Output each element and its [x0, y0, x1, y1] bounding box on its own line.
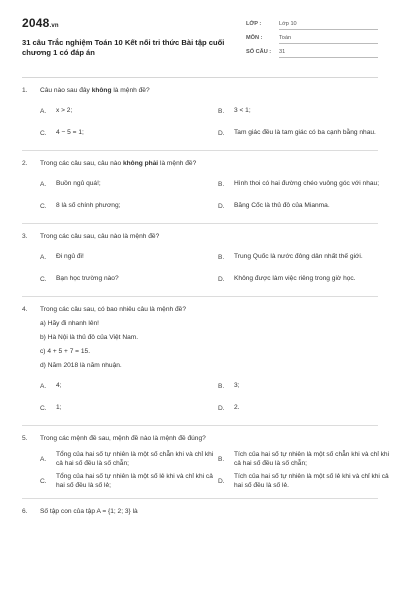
option-label: D. [218, 275, 225, 283]
option-label: B. [218, 455, 225, 463]
option-text: Tích của hai số tự nhiên là một số chẵn khi và chỉ khi cả hai số đều là số chẵn; [234, 450, 390, 467]
question-stem [22, 507, 378, 517]
option-text: 8 là số chính phương; [56, 202, 121, 210]
meta-key: LỚP : [246, 21, 262, 27]
answer-options [22, 173, 378, 217]
question-item [22, 499, 378, 527]
answer-option[interactable] [218, 100, 396, 122]
question-text [40, 507, 378, 517]
answer-options [22, 375, 378, 419]
question-text-part: là mệnh đề? [158, 160, 197, 167]
question-item [22, 78, 378, 151]
answer-option[interactable] [218, 397, 396, 419]
option-text: Không được làm việc riêng trong giờ học. [234, 275, 356, 283]
option-text: Bạn học trường nào? [56, 275, 119, 283]
question-text [40, 159, 378, 169]
statement-item: b) Hà Nội là thủ đô của Việt Nam. [40, 334, 139, 341]
brand-block [22, 14, 232, 72]
answer-option[interactable] [40, 195, 218, 217]
meta-value: Toán [279, 35, 378, 44]
question-item [22, 297, 378, 426]
question-text-part: Trong các câu sau, câu nào [40, 160, 123, 167]
option-label: D. [218, 129, 225, 137]
question-stem [22, 305, 378, 315]
option-label: D. [218, 404, 225, 412]
question-number: 4. [22, 306, 28, 313]
option-label: B. [218, 107, 225, 115]
question-text-part: Trong các câu sau, câu nào là mệnh đề? [40, 233, 160, 240]
meta-panel [246, 16, 378, 72]
question-emphasis: không phải [122, 160, 159, 167]
option-text: Trung Quốc là nước đông dân nhất thế giới. [234, 253, 363, 261]
option-text: x > 2; [56, 107, 73, 115]
question-stem [22, 434, 378, 444]
page-header [22, 14, 378, 72]
answer-option[interactable] [40, 100, 218, 122]
question-number: 6. [22, 508, 28, 515]
option-label: B. [218, 180, 225, 188]
statement-item: d) Năm 2018 là năm nhuận. [40, 362, 122, 369]
answer-option[interactable] [218, 470, 396, 492]
question-item [22, 151, 378, 224]
option-label: C. [40, 404, 47, 412]
option-label: C. [40, 202, 47, 210]
meta-key: MÔN : [246, 35, 263, 41]
option-text: 1; [56, 404, 62, 412]
option-label: D. [218, 202, 225, 210]
option-text: 3 < 1; [234, 107, 251, 115]
meta-row-class [246, 16, 378, 30]
option-text: 4 − 5 = 1; [56, 129, 84, 137]
answer-options [22, 100, 378, 144]
question-text [40, 434, 378, 444]
question-text [40, 232, 378, 242]
answer-option[interactable] [40, 397, 218, 419]
answer-option[interactable] [40, 173, 218, 195]
option-text: 4; [56, 382, 62, 390]
answer-option[interactable] [218, 195, 396, 217]
option-label: A. [40, 382, 47, 390]
question-number: 2. [22, 160, 28, 167]
meta-key: SỐ CÂU : [246, 49, 272, 55]
answer-option[interactable] [40, 375, 218, 397]
meta-value: 31 [279, 49, 378, 58]
question-number: 5. [22, 435, 28, 442]
meta-row-subject [246, 30, 378, 44]
answer-option[interactable] [40, 470, 218, 492]
question-item [22, 426, 390, 499]
option-label: D. [218, 477, 225, 485]
option-label: C. [40, 129, 47, 137]
question-stem [22, 232, 378, 242]
option-text: Tổng của hai số tự nhiên là một số chẵn khi và chỉ khi cả hai số đều là số chẵn; [56, 450, 214, 467]
option-text: 2. [234, 404, 240, 412]
option-text: Đi ngủ đi! [56, 253, 84, 261]
answer-option[interactable] [218, 173, 396, 195]
question-list [22, 78, 390, 527]
option-text: Hình thoi có hai đường chéo vuông góc với nhau; [234, 180, 380, 188]
option-text: Buồn ngủ quá!; [56, 180, 101, 188]
answer-option[interactable] [218, 375, 396, 397]
option-label: C. [40, 477, 47, 485]
answer-option[interactable] [218, 246, 396, 268]
option-label: A. [40, 180, 47, 188]
question-item [22, 224, 378, 297]
site-logo[interactable] [22, 17, 232, 32]
answer-option[interactable] [40, 268, 218, 290]
question-text-part: Trong các mệnh đề sau, mệnh đề nào là mệnh đề đúng? [40, 435, 206, 442]
option-text: Tích của hai số tự nhiên là một số lẻ khi và chỉ khi cả hai số đều là số lẻ. [234, 472, 389, 489]
answer-option[interactable] [218, 448, 396, 470]
meta-row-count [246, 44, 378, 58]
meta-value: Lớp 10 [279, 21, 378, 30]
question-text [40, 86, 378, 96]
logo-main: 2048 [22, 16, 50, 30]
answer-option[interactable] [218, 268, 396, 290]
option-text: Băng Cốc là thủ đô của Mianma. [234, 202, 330, 210]
answer-options [22, 246, 378, 290]
question-number: 1. [22, 87, 28, 94]
option-label: B. [218, 382, 225, 390]
question-stem [22, 86, 378, 96]
question-text [40, 305, 378, 315]
option-text: 3; [234, 382, 240, 390]
statement-item: a) Hãy đi nhanh lên! [40, 320, 100, 327]
question-text-part: là mệnh đề? [111, 87, 150, 94]
logo-suffix: .vn [49, 23, 59, 29]
option-label: A. [40, 107, 47, 115]
document-title: 31 câu Trắc nghiệm Toán 10 Kết nối tri thức Bài tập cuối chương 1 có đáp án [22, 38, 225, 57]
statement-item: c) 4 + 5 + 7 = 15. [40, 348, 91, 355]
option-label: A. [40, 455, 47, 463]
option-label: B. [218, 253, 225, 261]
question-text-part: Câu nào sau đây [40, 87, 92, 94]
answer-option[interactable] [40, 246, 218, 268]
option-label: A. [40, 253, 47, 261]
question-number: 3. [22, 233, 28, 240]
answer-options [22, 448, 390, 492]
question-stem [22, 159, 378, 169]
question-text-part: Trong các câu sau, có bao nhiêu câu là mệnh đề? [40, 306, 187, 313]
answer-option[interactable] [40, 122, 218, 144]
answer-option[interactable] [40, 448, 218, 470]
answer-option[interactable] [218, 122, 396, 144]
question-text-part: Số tập con của tập A = {1; 2; 3} là [40, 508, 138, 515]
option-text: Tổng của hai số tự nhiên là một số lẻ khi và chỉ khi cả hai số đều là số lẻ; [56, 472, 213, 489]
option-label: C. [40, 275, 47, 283]
question-emphasis: không [91, 87, 112, 94]
option-text: Tam giác đều là tam giác có ba cạnh bằng nhau. [234, 129, 376, 137]
